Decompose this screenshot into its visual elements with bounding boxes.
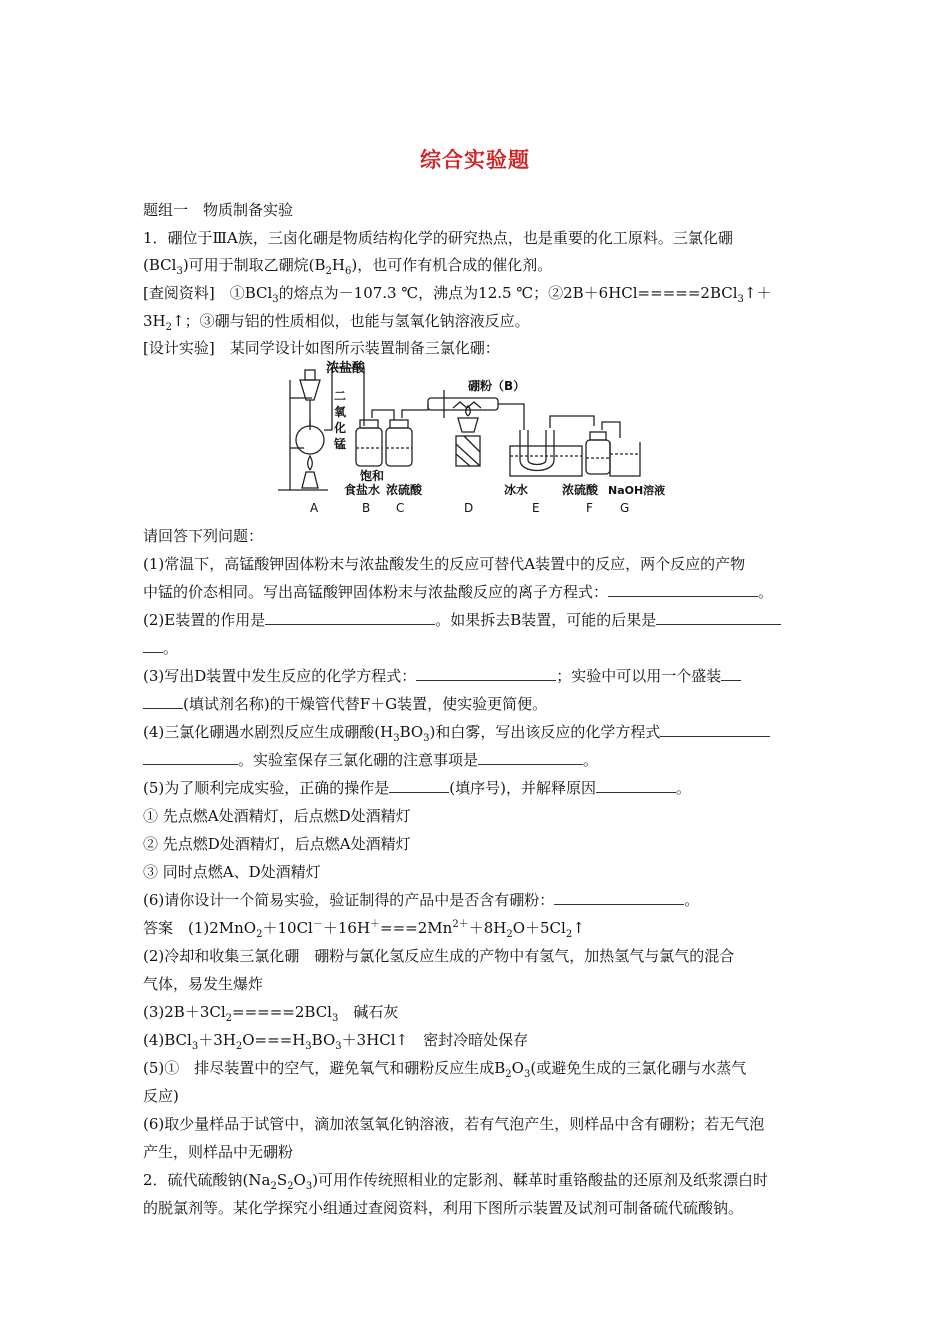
label-brine-2: 食盐水 [344, 483, 381, 497]
answer-line-5b: 反应) [143, 1087, 179, 1105]
label-mno2-3: 化 [334, 421, 347, 435]
letter-b: B [362, 501, 371, 515]
answer-line-1: 答案 $(1)2MnO_2+10Cl^-+16H^+===2Mn^{2+}+8H_2O+5Cl_2↑$ [143, 919, 585, 938]
letter-c: C [396, 501, 405, 515]
label-mno2-1: 二 [334, 389, 347, 403]
apparatus-figure [268, 360, 678, 520]
answer-blank [608, 582, 758, 597]
q1-reference-line-2: $3H_2↑$；③硼与铝的性质相似，也能与氢氧化钠溶液反应。 [143, 312, 530, 331]
q2-line-1: 2．硫代硫酸钠$(Na_2S_2O_3)$可用作传统照相业的定影剂、鞣革时重铬酸盐的还原剂及纸浆漂白时 [143, 1171, 769, 1190]
q1-part3-line-2: (填试剂名称)的干燥管代替F＋G装置，使实验更简便。 [143, 694, 823, 714]
answer-blank [660, 722, 770, 737]
answer-blank [554, 890, 684, 905]
label-conc-hcl: 浓盐酸 [326, 361, 366, 376]
answer-line-6a: (6)取少量样品于试管中，滴加浓氢氧化钠溶液，若有气泡产生，则样品中含有硼粉；若无气泡 [143, 1115, 765, 1133]
answer-blank [656, 610, 781, 625]
answer-blank [143, 694, 183, 709]
q1-part6-line: (6)请你设计一个简易实验，验证制得的产品中是否含有硼粉： 。 [143, 891, 700, 909]
apparatus-diagram [268, 360, 678, 520]
label-h2so4-f: 浓硫酸 [562, 483, 599, 497]
label-mno2-2: 氧 [334, 405, 347, 419]
answer-blank [721, 666, 741, 681]
letter-e: E [532, 501, 540, 515]
answer-blank [143, 750, 238, 765]
q1-reference-line-1: [查阅资料] ①BCl$_3$的熔点为－107.3 ℃，沸点为12.5 ℃；②2B＋6HCl=====2BCl$_3$↑＋ [143, 284, 772, 303]
q1-option-2: ② 先点燃D处酒精灯，后点燃A处酒精灯 [143, 835, 411, 853]
answer-blank [143, 638, 163, 653]
section-heading: 题组一 物质制备实验 [143, 201, 294, 219]
q1-option-1: ① 先点燃A处酒精灯，后点燃D处酒精灯 [143, 807, 411, 825]
q1-design-line: [设计实验] 某同学设计如图所示装置制备三氯化硼： [143, 339, 500, 357]
label-h2so4-c: 浓硫酸 [386, 483, 423, 497]
q1-part4-line-2: 。实验室保存三氯化硼的注意事项是 。 [143, 750, 823, 770]
q1-part2-line-1: (2)E装置的作用是 。如果拆去B装置，可能的后果是 [143, 610, 823, 630]
answer-line-4: $(4)BCl_3+3H_2O===H_3BO_3+3HCl↑$ 密封冷暗处保存 [143, 1031, 529, 1050]
label-mno2-4: 锰 [334, 437, 347, 451]
answer-line-6b: 产生，则样品中无硼粉 [143, 1143, 294, 1161]
q1-intro-line-1: 1．硼位于ⅢA族，三卤化硼是物质结构化学的研究热点，也是重要的化工原料。三氯化硼 [143, 229, 733, 247]
label-ice-water: 冰水 [504, 483, 529, 497]
q1-part1-line-2: 中锰的价态相同。写出高锰酸钾固体粉末与浓盐酸反应的离子方程式： 。 [143, 583, 774, 601]
answer-line-2a: (2)冷却和收集三氯化硼 硼粉与氯化氢反应生成的产物中有氢气，加热氢气与氯气的混合 [143, 947, 735, 965]
q1-please-answer: 请回答下列问题： [143, 527, 264, 545]
q1-option-3: ③ 同时点燃A、D处酒精灯 [143, 863, 321, 881]
answer-blank [416, 666, 556, 681]
q1-part1-line-1: (1)常温下，高锰酸钾固体粉末与浓盐酸发生的反应可替代A装置中的反应，两个反应的产物 [143, 555, 746, 573]
answer-blank [596, 778, 676, 793]
letter-g: G [620, 501, 630, 515]
label-brine-1: 饱和 [360, 469, 385, 483]
answer-line-2b: 气体，易发生爆炸 [143, 975, 264, 993]
letter-f: F [586, 501, 593, 515]
label-boron-powder: 硼粉（B） [468, 379, 526, 393]
page-title: 综合实验题 [420, 148, 530, 172]
q1-part2-line-2: 。 [143, 638, 823, 658]
answer-blank [265, 610, 435, 625]
q1-intro-line-2: (BCl$_3$)可用于制取乙硼烷$(B_2H_6)$，也可作有机合成的催化剂。 [143, 256, 553, 275]
q1-part4-line-1: (4)三氯化硼遇水剧烈反应生成硼酸$(H_3BO_3)$和白雾，写出该反应的化学方程式 [143, 722, 823, 742]
q1-part3-line-1: (3)写出D装置中发生反应的化学方程式： ；实验中可以用一个盛装 [143, 666, 823, 686]
answer-blank [389, 778, 449, 793]
letter-d: D [464, 501, 474, 515]
q2-line-2: 的脱氯剂等。某化学探究小组通过查阅资料，利用下图所示装置及试剂可制备硫代硫酸钠。 [143, 1199, 744, 1217]
answer-blank [478, 750, 583, 765]
q1-part5-line: (5)为了顺利完成实验，正确的操作是 (填序号)，并解释原因 。 [143, 779, 691, 797]
answer-line-3: $(3)2B+3Cl_2=====2BCl_3$ 碱石灰 [143, 1003, 399, 1022]
letter-a: A [310, 501, 319, 515]
answer-line-5a: (5)① 排尽装置中的空气，避免氧气和硼粉反应生成$B_2O_3$(或避免生成的三氯化硼与水蒸气 [143, 1059, 747, 1078]
label-naoh: NaOH溶液 [608, 484, 666, 497]
